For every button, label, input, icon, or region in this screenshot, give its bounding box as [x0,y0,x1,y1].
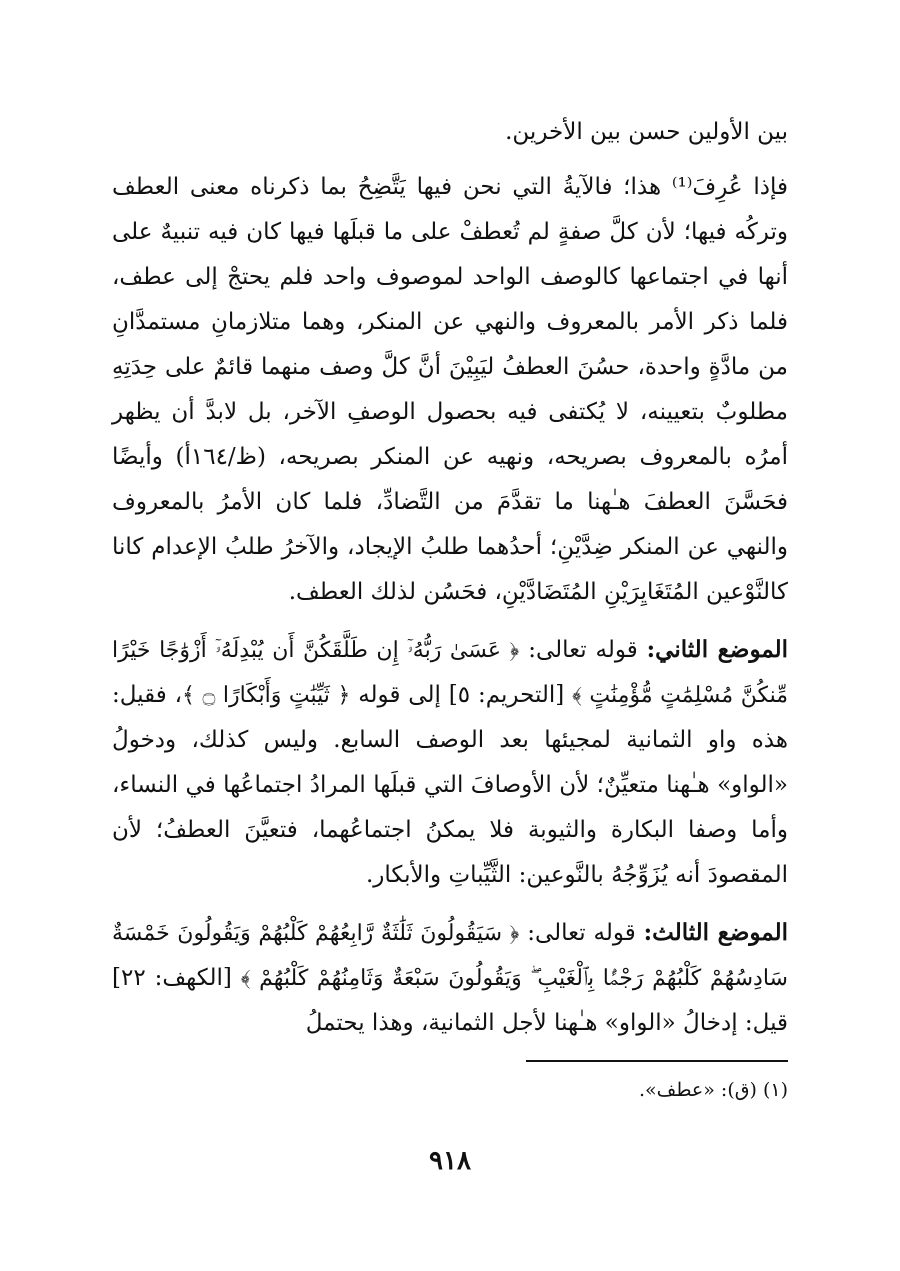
verse-reference: [التحريم: ٥] [448,682,565,708]
section-heading: الموضع الثاني: [646,636,789,663]
section-connector: إلى قوله [358,682,441,708]
section-intro: قوله تعالى: [527,920,636,946]
quran-verse: ﴿ عَسَىٰ رَبُّهُۥٓ إِن طَلَّقَكُنَّ أَن يُبْدِلَهُۥٓ أَزْوَٰجًا خَيْرًا مِّنكُنَّ مُسْلِمَٰتٍ مُّؤْمِنَٰتٍ ﴾ [112,638,789,708]
page-number: ٩١٨ [429,1146,471,1176]
section-second-position [112,627,788,898]
main-text [112,110,788,1058]
footnote-text: (١) (ق): «عطف». [639,1079,788,1101]
paragraph-text: بين الأولين حسن بين الأخرين. [505,119,788,145]
paragraph-continuation [112,110,788,155]
quran-verse: ﴿ سَيَقُولُونَ ثَلَٰثَةٌ رَّابِعُهُمْ كَلْبُهُمْ وَيَقُولُونَ خَمْسَةٌ سَادِسُهُمْ كَلْبُهُمْ رَجْمًۢا بِٱلْغَيْبِ ۖ وَيَقُولُونَ سَبْعَةٌ وَثَامِنُهُمْ كَلْبُهُمْ ﴾ [112,921,788,991]
quran-verse: ﴿ ثَيِّبَٰتٍ وَأَبْكَارًا ۝ ﴾ [182,683,351,708]
section-intro: قوله تعالى: [528,637,638,663]
section-text: ، فقيل: هذه واو الثمانية لمجيئها بعد الوصف السابع. وليس كذلك، ودخولُ «الواو» هـٰهنا متعيِّنٌ؛ لأن الأوصافَ التي قبلَها المرادُ اجتماعُها في النساء، وأما وصفا البكارة والثيوبة فلا يمكنُ اجتماعُهما، فتعيَّنَ العطفُ؛ لأن المقصودَ أنه يُزَوِّجُهُ بالنَّوعين: الثَّيِّباتِ والأبكار. [112,682,788,888]
paragraph-text: فإذا عُرِفَ⁽¹⁾ هذا؛ فالآيةُ التي نحن فيها يَتَّضِحُ بما ذكرناه معنى العطف وتركُه فيها؛ لأن كلَّ صفةٍ لم تُعطفْ على ما قبلَها فيها كان فيه تنبيهٌ على أنها في اجتماعها كالوصف الواحد لموصوف واحد فلم يحتجْ إلى عطف، فلما ذكر الأمر بالمعروف والنهي عن المنكر، وهما متلازمانِ مستمدَّانِ من مادَّةٍ واحدة، حسُنَ العطفُ ليَبِيْنَ أنَّ كلَّ وصف منهما قائمٌ على حِدَتِهِ مطلوبٌ بتعيينه، لا يُكتفى فيه بحصول الوصفِ الآخر، بل لابدَّ أن يظهر أمرُه بالمعروف بصريحه، ونهيه عن المنكر بصريحه، (ظ/١٦٤أ) وأيضًا فحَسَّنَ العطفَ هـٰهنا ما تقدَّمَ من التَّضادِّ، فلما كان الأمرُ بالمعروف والنهي عن المنكر ضِدَّيْنِ؛ أحدُهما طلبُ الإيجاد، والآخرُ طلبُ الإعدام كانا كالنَّوْعين المُتَغَايِرَيْنِ المُتَضَادَّيْنِ، فحَسُن لذلك العطف. [112,174,788,605]
section-heading: الموضع الثالث: [643,919,788,946]
section-text: قيل: إدخالُ «الواو» هـٰهنا لأجل الثمانية، وهذا يحتملُ [305,1010,788,1036]
paragraph-explanation [112,165,788,615]
footnote-divider [526,1060,788,1062]
verse-reference: [الكهف: ٢٢] [112,965,232,991]
footnote [112,1074,788,1106]
section-third-position [112,910,788,1046]
